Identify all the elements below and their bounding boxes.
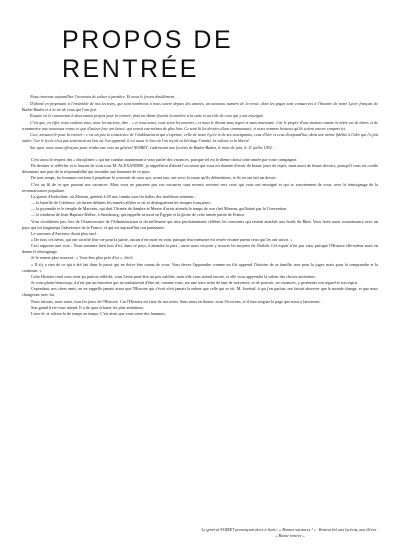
body-paragraph: Je vous plains beaucoup, il n'est pas un historien qui ne souhaiterait d'être né, comme vous, sur une terre riche de tant de souvenirs, et de pouvoir, en vacances, y promener son regard et son esprit. <box>31 280 358 286</box>
intro-paragraph: Ensuite en le consacrant à deux mains propos pour la rentrée, dont un thème fournit la matière à la suite et au rôle de ceux qui y ont enseigné. <box>30 113 264 119</box>
body-paragraph: — la pyramide et le temple de Marceau, qui doit l'Armée de Sambre et Meuse d'avoir attendu le temps de son chef Moreau, guillotiné par la Convention. <box>31 206 288 212</box>
intro-paragraph: D'abord en proposant à l'ensemble de nos lecteurs, qui sont nombreux à nous suivre depuis des années, un nouveau numéro de la revue, dont les pages sont consacrées à l'histoire de notre Lycée français de Baden-Baden et à la vie de ceux qui l'ont fait. <box>22 100 378 112</box>
body-paragraph: — le tombeau de Jean-Baptiste Kléber, à Strasbourg, qui rappelle sa mort en Égypte et la gloire de cette armée partie de France. <box>31 212 246 218</box>
body-paragraph: Son grand livre vous attend. Il a de quoi éclairer les plus ambitieux. <box>31 304 145 310</box>
intro-paragraph: Nous trouvons aujourd'hui l'occasion de saluer à paraître. Et nous le ferons doublement. <box>30 94 176 99</box>
body-paragraph: De tout temps, les hommes ont tenu à perpétuer le souvenir de ceux qui, avant eux, ont servi la cause qu'ils défendaient, et ils en ont fait un devoir. <box>31 175 277 181</box>
page-title: PROPOS DE RENTRÉE <box>62 26 234 83</box>
body-paragraph: Vous n'oublierez pas, lors de l'Anniversaire de l'Administration et du millénaire qui sera prochainement célébré, les souvenirs qui restent attachés aux bords du Rhin. Vous ferez aussi connaissance avec un pays qui fut longtemps l'adversaire de la France, et qui est aujourd'hui son partenaire. <box>22 218 378 230</box>
intro-paragraph: Sur quoi, nous nous efforçons pour rendre une voix au général NOIRET, s'adressant aux lycéens de Baden-Baden, le mois de juin, le 11 juillet 1952 : <box>30 144 275 150</box>
body-paragraph: « De tous ces héros, qui ont sacrifié leur vie pour la patrie, aucun n'est mort en vain, puisque leur mémoire est restée vivante parmi ceux qui les ont suivis. » <box>31 237 293 242</box>
body-paragraph: Ceci rapporte une voix : Nous sommes bien loin d'ici, dans ce pays, à attendre la paix ; aussi nous croyons y trouver les moyens de l'établir. Cet espoir n'est pas vain, puisque l'Histoire elle-même nous en donne le témoignage. <box>22 243 378 255</box>
body-paragraph: Cependant, nos chers amis, on ne rappelle jamais assez que l'Histoire qui s'écrit n'est jamais la même que celle qui se vit. M. Juvénal, à qui j'en parlais, me faisait observer que le monde change, et que nous changeons avec lui. <box>22 286 378 298</box>
body-paragraph: Le souvenir d'Ancestor disait plus tard : <box>31 230 98 236</box>
body-paragraph: Je le remets plus souvent : « Vous êtes plus près d'ici », dit-il. <box>31 255 134 261</box>
body-paragraph: Lisez-le, et relisez-le de temps en temps. C'est ainsi que vous serez des hommes. <box>31 310 166 316</box>
body-paragraph: — la bataille de Coblence, où furent défaites les armées alliées et où se distinguèrent les troupes françaises ; <box>31 200 213 206</box>
body-paragraph: C'est aussi le respect des « disciplines » qui me conduit maintenant à vous parler des vacances, puisque tel est le thème choisi cette année par votre compagnie. <box>31 156 298 162</box>
intro-section <box>22 94 378 151</box>
intro-paragraph: Ceci, mesurez-le pour la rentrée : c'est un peu la conscience de l'établissement qui s'exprime, celle de notre Lycée et de ses enseignants, ceux d'hier et ceux d'aujourd'hui, dans une même fidélité à l'idée qui l'a fait naître. Car le lycée n'est pas seulement un lieu où l'on apprend, il est aussi le lieu où l'on reçoit en héritage l'amitié, la culture et la liberté. <box>22 132 378 144</box>
body-paragraph: Cette Histoire rend vous avez pu parfois réfléchi, vous l'avez peut-être un peu oubliée, mais elle vous attend encore, et elle vous apprendra la valeur des choses anciennes. <box>31 273 317 279</box>
body-paragraph: Nous faisons, nous aussi, tous les jours de l'Histoire. Car l'Histoire est faite de nos actes. Sans nous en douter, nous l'écrivons, et il faut soigner la page que nous y laisserons. <box>31 298 321 304</box>
body-paragraph: La guerre d'Indochine, où Moreau, général à 28 ans, tomba sous les balles des tirailleurs ennemis ; <box>31 193 196 199</box>
photo-caption: Le général NOIRET prononçant alors à leurs : « Bonnes vacances ! » · Rentrez bel aux lycéens, aux élèves : « Bonne rentrée » <box>201 527 379 538</box>
body-paragraph: De deviner si réfléchir et si fournir de vous tous M. ALEXANDRE, je rappellerai d'abord l'occasion qui vous est donnée d'avoir de beaux jours de repos, mais aussi de beaux devoirs, puisqu'il vous est confié désormais une part de la responsabilité qui incombe aux hommes de ce pays. <box>22 163 378 175</box>
intro-paragraph: C'est que, en effet, nous voulons tous, nous les anciens, dire : « et vous aussi, vous serez les anciens » et nous le disons sans regret et sans amertume. Car le propre d'une maison comme la nôtre est de durer, et de transmettre aux nouveaux venus ce que d'autres leur ont laissé, qui venait eux-mêmes de plus loin. Ce sont là les devoirs d'une communauté, et nous sommes heureux qu'ils soient encore compris ici. <box>22 119 378 131</box>
body-paragraph: C'est au fil de ce que passent nos vacances. Mais vous ne passerez pas vos vacances sans revenir souvent vers ceux qui vous ont enseigné et qui se souviennent de vous, avec le témoignage de la reconnaissance populaire. <box>22 181 378 193</box>
body-paragraph: « Il n'y a rien de ce qui a été fait dans le passé qui ne doive être connu de vous. Vous devez l'apprendre comme un fils apprend l'histoire de sa famille, non pour la juger, mais pour la comprendre et la continuer. » <box>22 261 378 273</box>
article-body <box>22 157 378 317</box>
